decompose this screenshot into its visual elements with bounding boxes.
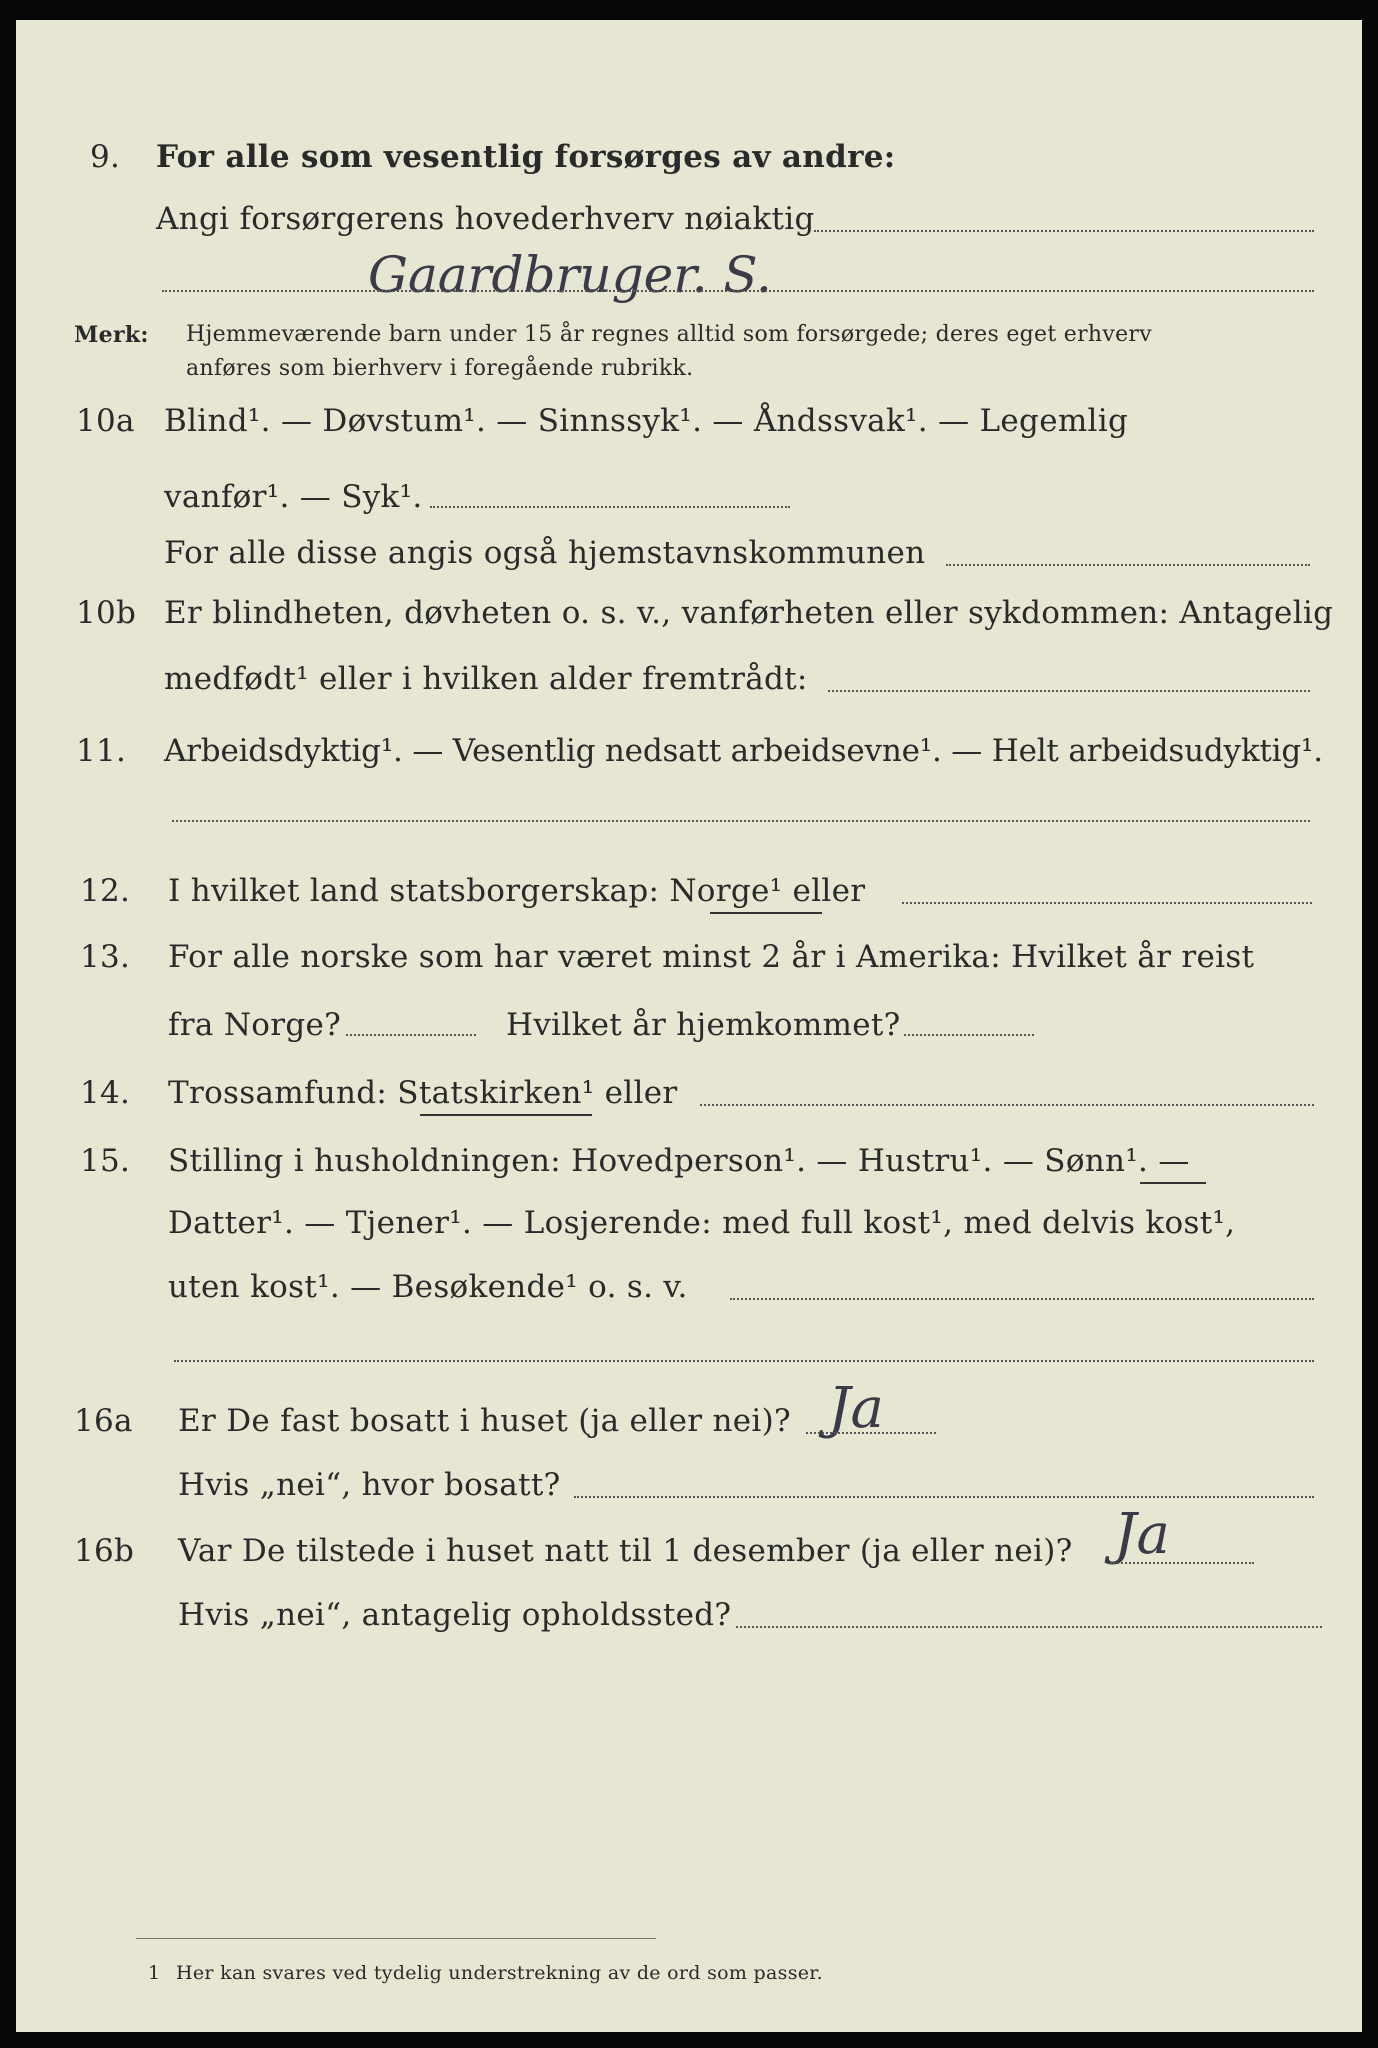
q16a-fill-line-2 bbox=[574, 1496, 1314, 1498]
q16a-line1: Er De fast bosatt i huset (ja eller nei)? bbox=[178, 1403, 791, 1439]
q14-number: 14. bbox=[80, 1075, 131, 1111]
q10a-line1: Blind¹. — Døvstum¹. — Sinnssyk¹. — Åndssvak¹. — Legemlig bbox=[164, 403, 1129, 439]
q10b-line1: Er blindheten, døvheten o. s. v., vanførheten eller sykdommen: Antagelig bbox=[164, 595, 1334, 631]
q10b-number: 10b bbox=[76, 595, 137, 631]
q16a-number: 16a bbox=[74, 1403, 133, 1439]
q16a-handwritten-answer: Ja bbox=[828, 1376, 884, 1441]
q11-fill-line bbox=[172, 820, 1310, 822]
footnote-mark: 1 bbox=[148, 1962, 161, 1984]
q16b-fill-line-1 bbox=[1110, 1562, 1254, 1564]
q9-fill-line-1 bbox=[814, 230, 1314, 232]
merk-label: Merk: bbox=[74, 322, 149, 348]
q13-fill-line-1 bbox=[346, 1034, 476, 1036]
q9-number: 9. bbox=[90, 139, 121, 175]
q15-sonn-underline bbox=[1140, 1182, 1206, 1184]
q10b-fill-line bbox=[828, 690, 1310, 692]
q14-statskirken-underline bbox=[420, 1114, 592, 1116]
census-form-page bbox=[16, 20, 1362, 2032]
q13-fill-line-2 bbox=[904, 1034, 1034, 1036]
q12-line1: I hvilket land statsborgerskap: Norge¹ eller bbox=[168, 873, 866, 909]
q16b-line2: Hvis „nei“, antagelig opholdssted? bbox=[178, 1597, 732, 1633]
q10a-number: 10a bbox=[76, 403, 135, 439]
q16b-line1: Var De tilstede i huset natt til 1 desember (ja eller nei)? bbox=[178, 1533, 1073, 1569]
q13-line1: For alle norske som har været minst 2 år i Amerika: Hvilket år reist bbox=[168, 939, 1255, 975]
q10b-line2: medfødt¹ eller i hvilken alder fremtrådt: bbox=[164, 661, 808, 697]
footnote-rule bbox=[136, 1938, 656, 1939]
merk-line1: Hjemmeværende barn under 15 år regnes alltid som forsørgede; deres eget erhverv bbox=[186, 322, 1152, 347]
q14-line1: Trossamfund: Statskirken¹ eller bbox=[168, 1075, 678, 1111]
q15-line3: uten kost¹. — Besøkende¹ o. s. v. bbox=[168, 1269, 688, 1305]
q15-line2: Datter¹. — Tjener¹. — Losjerende: med full kost¹, med delvis kost¹, bbox=[168, 1205, 1236, 1241]
q15-line1: Stilling i husholdningen: Hovedperson¹. — Hustru¹. — Sønn¹. — bbox=[168, 1143, 1190, 1179]
q15-fill-line-1 bbox=[730, 1298, 1314, 1300]
q15-number: 15. bbox=[80, 1143, 131, 1179]
q12-fill-line bbox=[902, 902, 1312, 904]
q9-fill-line-2 bbox=[162, 290, 1314, 292]
q15-fill-line-2 bbox=[174, 1360, 1314, 1362]
q16a-line2: Hvis „nei“, hvor bosatt? bbox=[178, 1467, 561, 1503]
q11-number: 11. bbox=[76, 733, 127, 769]
q13-line2a: fra Norge? bbox=[168, 1007, 342, 1043]
q10a-line2: vanfør¹. — Syk¹. bbox=[164, 479, 423, 515]
q10a-line3: For alle disse angis også hjemstavnskommunen bbox=[164, 535, 926, 571]
q12-norge-underline bbox=[710, 912, 822, 914]
q9-line2: Angi forsørgerens hovederhverv nøiaktig bbox=[156, 201, 815, 237]
q13-line2b: Hvilket år hjemkommet? bbox=[506, 1007, 901, 1043]
footnote-text: Her kan svares ved tydelig understrekning av de ord som passer. bbox=[176, 1962, 823, 1984]
q11-line1: Arbeidsdyktig¹. — Vesentlig nedsatt arbeidsevne¹. — Helt arbeidsudyktig¹. bbox=[164, 733, 1323, 769]
q16b-fill-line-2 bbox=[736, 1626, 1322, 1628]
q12-number: 12. bbox=[80, 873, 131, 909]
q16b-number: 16b bbox=[74, 1533, 135, 1569]
merk-line2: anføres som bierhverv i foregående rubrikk. bbox=[186, 356, 694, 381]
q9-line1: For alle som vesentlig forsørges av andre: bbox=[156, 139, 896, 175]
q9-handwritten-answer: Gaardbruger. S. bbox=[368, 246, 772, 304]
q10a-fill-line-1 bbox=[430, 506, 790, 508]
q16b-handwritten-answer: Ja bbox=[1114, 1502, 1170, 1567]
q10a-fill-line-2 bbox=[946, 564, 1310, 566]
q16a-fill-line-1 bbox=[806, 1432, 936, 1434]
q14-fill-line bbox=[700, 1104, 1314, 1106]
q13-number: 13. bbox=[80, 939, 131, 975]
